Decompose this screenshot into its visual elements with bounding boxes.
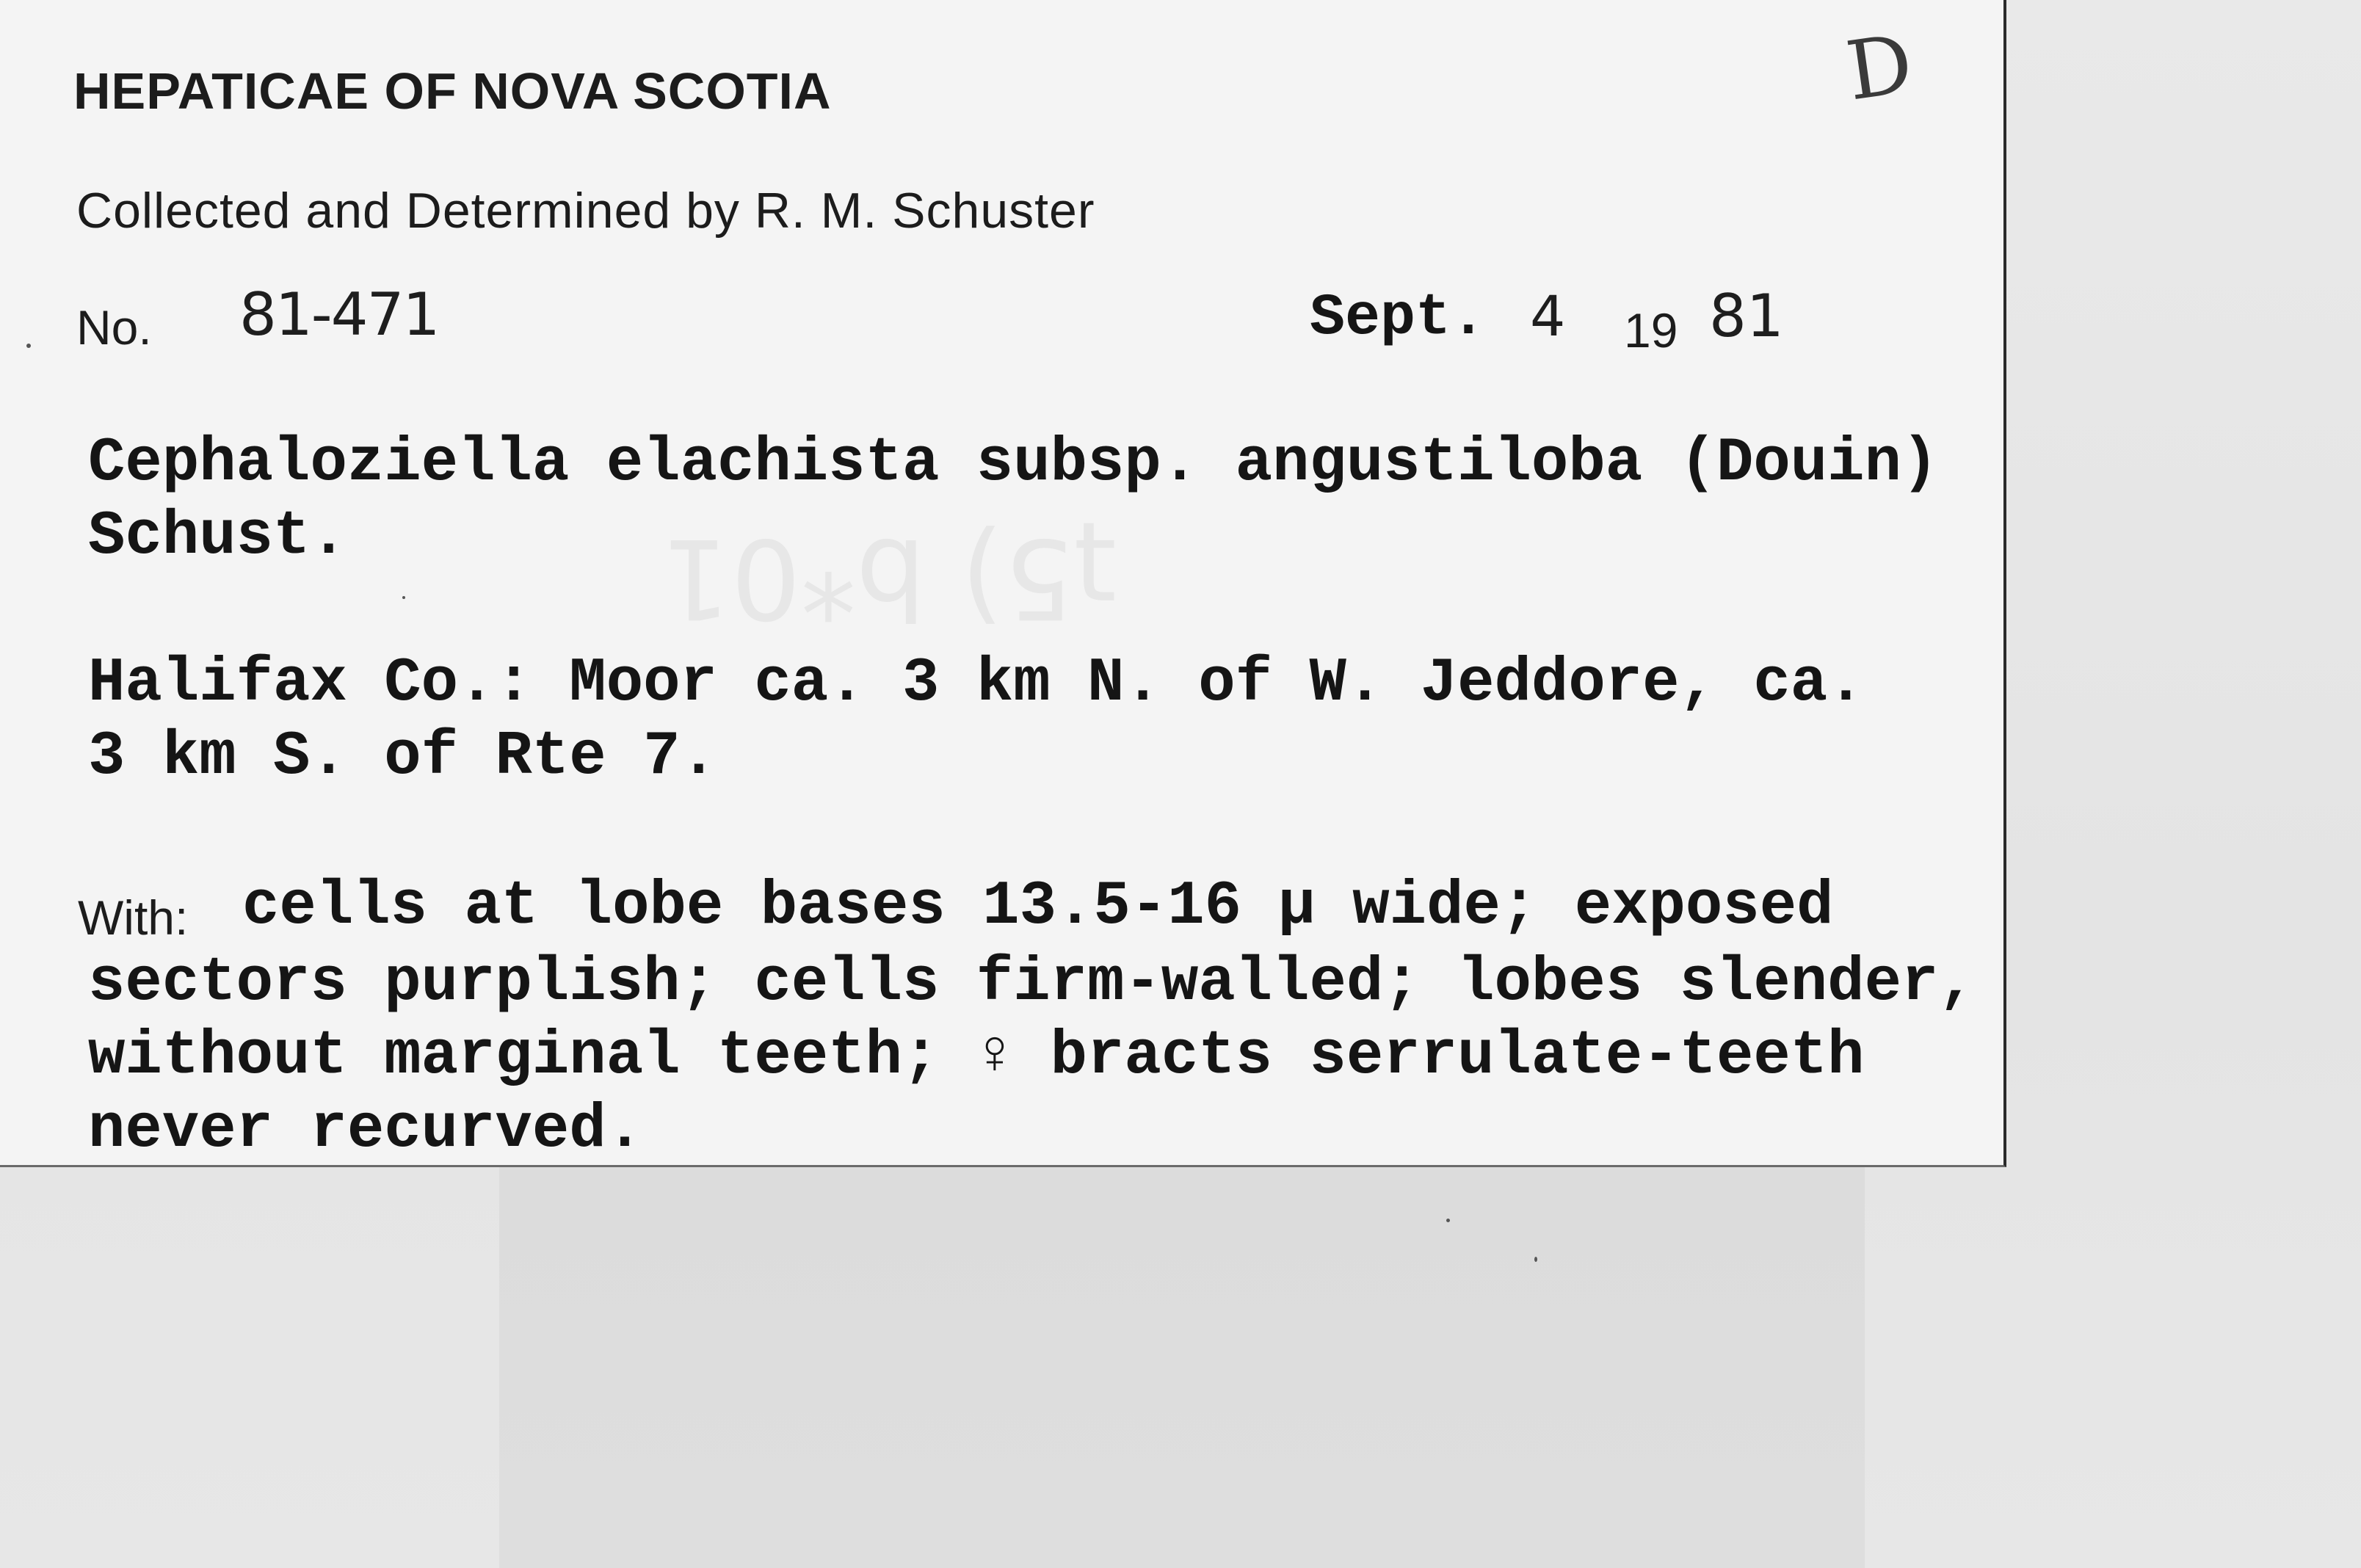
notes <box>88 947 1976 1167</box>
ink-speck <box>1446 1219 1450 1222</box>
locality-line: Halifax Co.: Moor ca. 3 km N. of W. Jeddore, ca. <box>88 649 1865 719</box>
collector-line: Collected and Determined by R. M. Schuster <box>76 183 1095 239</box>
locality-line: 3 km S. of Rte 7. <box>88 722 717 792</box>
with-label: With: <box>78 890 189 945</box>
ink-speck <box>1534 1257 1537 1262</box>
taxon-line: Schust. <box>88 502 347 572</box>
ink-speck <box>26 344 31 348</box>
date-day: 4 <box>1530 283 1566 349</box>
collection-number: 81-471 <box>239 280 439 349</box>
date-month: Sept. <box>1310 285 1487 352</box>
taxon-name <box>88 427 1938 574</box>
label-header: HEPATICAE OF NOVA SCOTIA <box>73 62 832 120</box>
year-prefix: 19 <box>1624 303 1678 357</box>
notes-line: cells at lobe bases 13.5-16 µ wide; exposed <box>242 872 1834 942</box>
number-label: No. <box>76 300 152 355</box>
ink-speck <box>402 596 405 599</box>
year-suffix: 81 <box>1709 282 1784 350</box>
taxon-line: Cephaloziella elachista subsp. angustiloba (Douin) <box>88 429 1939 498</box>
locality <box>88 647 1865 794</box>
sheet-shadow <box>499 1167 1865 1568</box>
notes-line: sectors purplish; cells firm-walled; lobes slender, <box>88 948 1976 1018</box>
notes-line: never recurved. <box>88 1095 644 1165</box>
notes-line: without marginal teeth; ♀ bracts serrulate-teeth <box>88 1022 1865 1092</box>
show-through-ink: ʇ5) b*01 <box>661 514 1117 642</box>
corner-handwritten-mark: D <box>1840 16 1918 119</box>
